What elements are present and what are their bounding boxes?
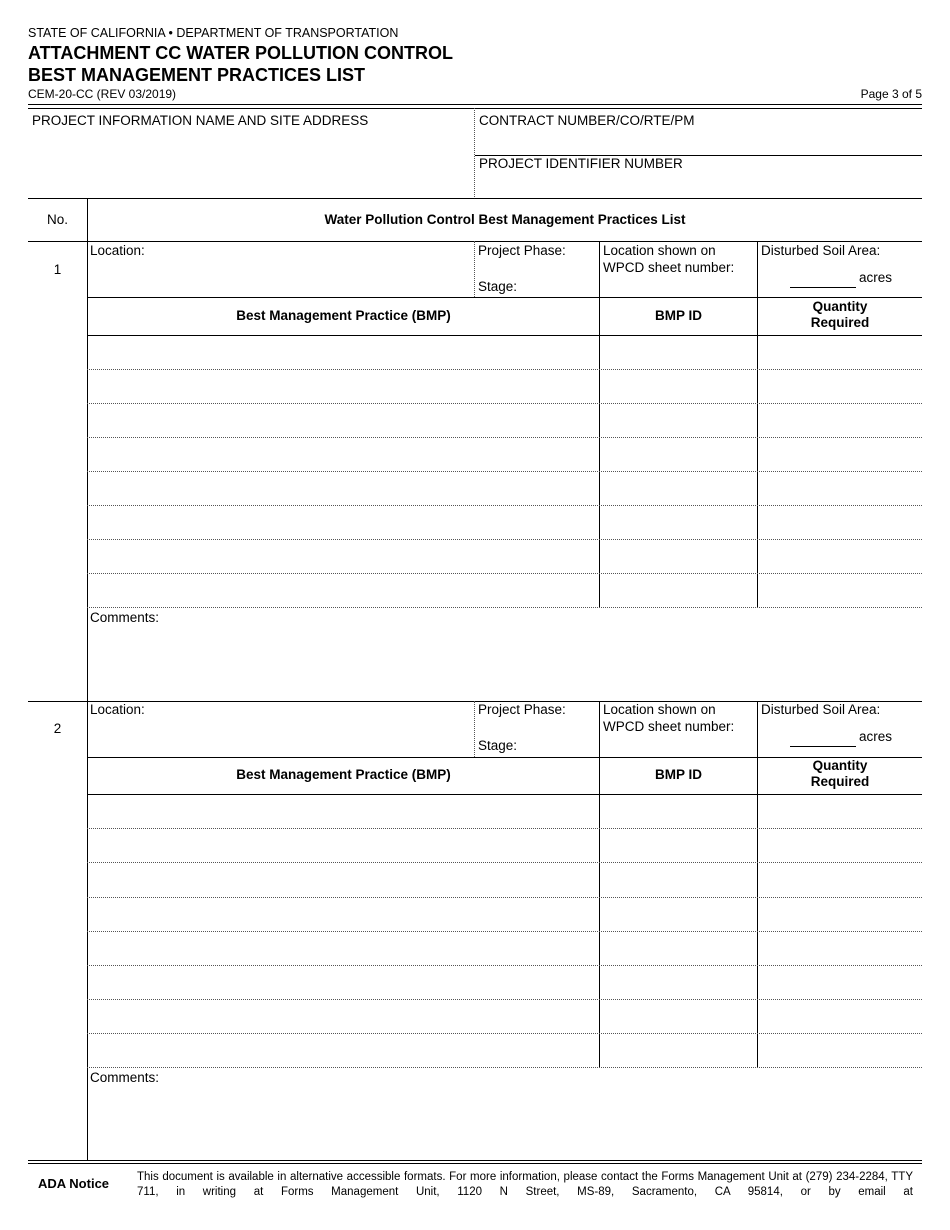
form-title-line-1: ATTACHMENT CC WATER POLLUTION CONTROL bbox=[28, 43, 453, 63]
project-top-rule bbox=[28, 108, 922, 109]
table-top-rule bbox=[28, 198, 922, 199]
table-row bbox=[87, 999, 922, 1000]
location-divider bbox=[474, 241, 475, 297]
quantity-header-line-2: Required bbox=[810, 774, 870, 789]
table-row bbox=[87, 1033, 922, 1034]
comments-label: Comments: bbox=[90, 1070, 160, 1085]
table-row bbox=[87, 505, 922, 506]
project-divider bbox=[474, 108, 475, 197]
quantity-header-line-1: Quantity bbox=[812, 299, 868, 314]
ada-notice-label: ADA Notice bbox=[38, 1176, 110, 1191]
table-row bbox=[87, 607, 922, 608]
list-header: Water Pollution Control Best Management Practices List bbox=[324, 212, 686, 227]
contract-number-field[interactable] bbox=[478, 130, 918, 152]
bmp-column-header: Best Management Practice (BMP) bbox=[236, 767, 451, 782]
contract-number-label: CONTRACT NUMBER/CO/RTE/PM bbox=[479, 113, 695, 128]
project-info-field[interactable] bbox=[32, 128, 470, 194]
location-divider bbox=[474, 701, 475, 757]
project-phase-label: Project Phase: bbox=[478, 243, 566, 258]
footer-rule-top bbox=[28, 1160, 922, 1161]
entry-subheader-rule bbox=[87, 297, 922, 298]
table-row bbox=[87, 828, 922, 829]
location-label: Location: bbox=[90, 243, 145, 258]
bmp-header-bottom-rule bbox=[87, 794, 922, 795]
form-id: CEM-20-CC (REV 03/2019) bbox=[28, 87, 177, 101]
disturbed-soil-label: Disturbed Soil Area: bbox=[761, 243, 881, 258]
header-bottom-rule bbox=[28, 241, 922, 242]
bmp-id-column-header: BMP ID bbox=[654, 767, 702, 782]
bmp-column-header: Best Management Practice (BMP) bbox=[236, 308, 451, 323]
table-row bbox=[87, 573, 922, 574]
table-row bbox=[87, 862, 922, 863]
quantity-column-header bbox=[758, 299, 922, 331]
wpcd-label-line-2: WPCD sheet number: bbox=[603, 260, 735, 275]
project-identifier-label: PROJECT IDENTIFIER NUMBER bbox=[479, 156, 683, 171]
wpcd-label-line-1: Location shown on bbox=[603, 702, 716, 717]
acres-label: acres bbox=[859, 270, 893, 285]
table-row bbox=[87, 1067, 922, 1068]
quantity-column-header bbox=[758, 758, 922, 790]
table-row bbox=[87, 965, 922, 966]
quantity-header-line-1: Quantity bbox=[812, 758, 868, 773]
wpcd-label-line-2: WPCD sheet number: bbox=[603, 719, 735, 734]
table-row bbox=[87, 539, 922, 540]
acres-blank[interactable] bbox=[790, 287, 856, 288]
comments-field[interactable] bbox=[90, 628, 918, 698]
table-row bbox=[87, 369, 922, 370]
entry-number: 2 bbox=[53, 721, 62, 736]
table-row bbox=[87, 471, 922, 472]
location-label: Location: bbox=[90, 702, 145, 717]
comments-field[interactable] bbox=[90, 1088, 918, 1156]
form-title bbox=[28, 42, 453, 86]
stage-label: Stage: bbox=[478, 738, 518, 753]
wpcd-label-line-1: Location shown on bbox=[603, 243, 716, 258]
disturbed-soil-label: Disturbed Soil Area: bbox=[761, 702, 881, 717]
header-rule bbox=[28, 104, 922, 105]
entry-number: 1 bbox=[53, 262, 62, 277]
bmp-id-column-header: BMP ID bbox=[654, 308, 702, 323]
comments-label: Comments: bbox=[90, 610, 160, 625]
footer-rule-bottom bbox=[28, 1163, 922, 1164]
table-row bbox=[87, 403, 922, 404]
page-number: Page 3 of 5 bbox=[860, 87, 922, 101]
form-title-line-2: BEST MANAGEMENT PRACTICES LIST bbox=[28, 65, 366, 85]
acres-label: acres bbox=[859, 729, 893, 744]
project-phase-label: Project Phase: bbox=[478, 702, 566, 717]
bmp-id-divider bbox=[599, 701, 600, 1067]
no-column-header: No. bbox=[46, 212, 68, 227]
project-info-label: PROJECT INFORMATION NAME AND SITE ADDRESS bbox=[32, 113, 369, 128]
no-column-divider bbox=[87, 198, 88, 1160]
quantity-divider bbox=[757, 701, 758, 1067]
stage-label: Stage: bbox=[478, 279, 518, 294]
table-row bbox=[87, 897, 922, 898]
acres-blank[interactable] bbox=[790, 746, 856, 747]
bmp-header-bottom-rule bbox=[87, 335, 922, 336]
quantity-divider bbox=[757, 241, 758, 607]
agency-header: STATE OF CALIFORNIA • DEPARTMENT OF TRANSPORTATION bbox=[28, 26, 399, 40]
project-identifier-field[interactable] bbox=[478, 173, 918, 195]
ada-notice-text: This document is available in alternative accessible formats. For more information, please contact the Forms Management Unit at (279) 234-2284, TTY 711, in writing at Forms Management Unit, 1120 N Street, MS-89, Sacramento, CA 95814, or by email at bbox=[137, 1171, 913, 1198]
bmp-id-divider bbox=[599, 241, 600, 607]
table-row bbox=[87, 931, 922, 932]
quantity-header-line-2: Required bbox=[810, 315, 870, 330]
table-row bbox=[87, 437, 922, 438]
